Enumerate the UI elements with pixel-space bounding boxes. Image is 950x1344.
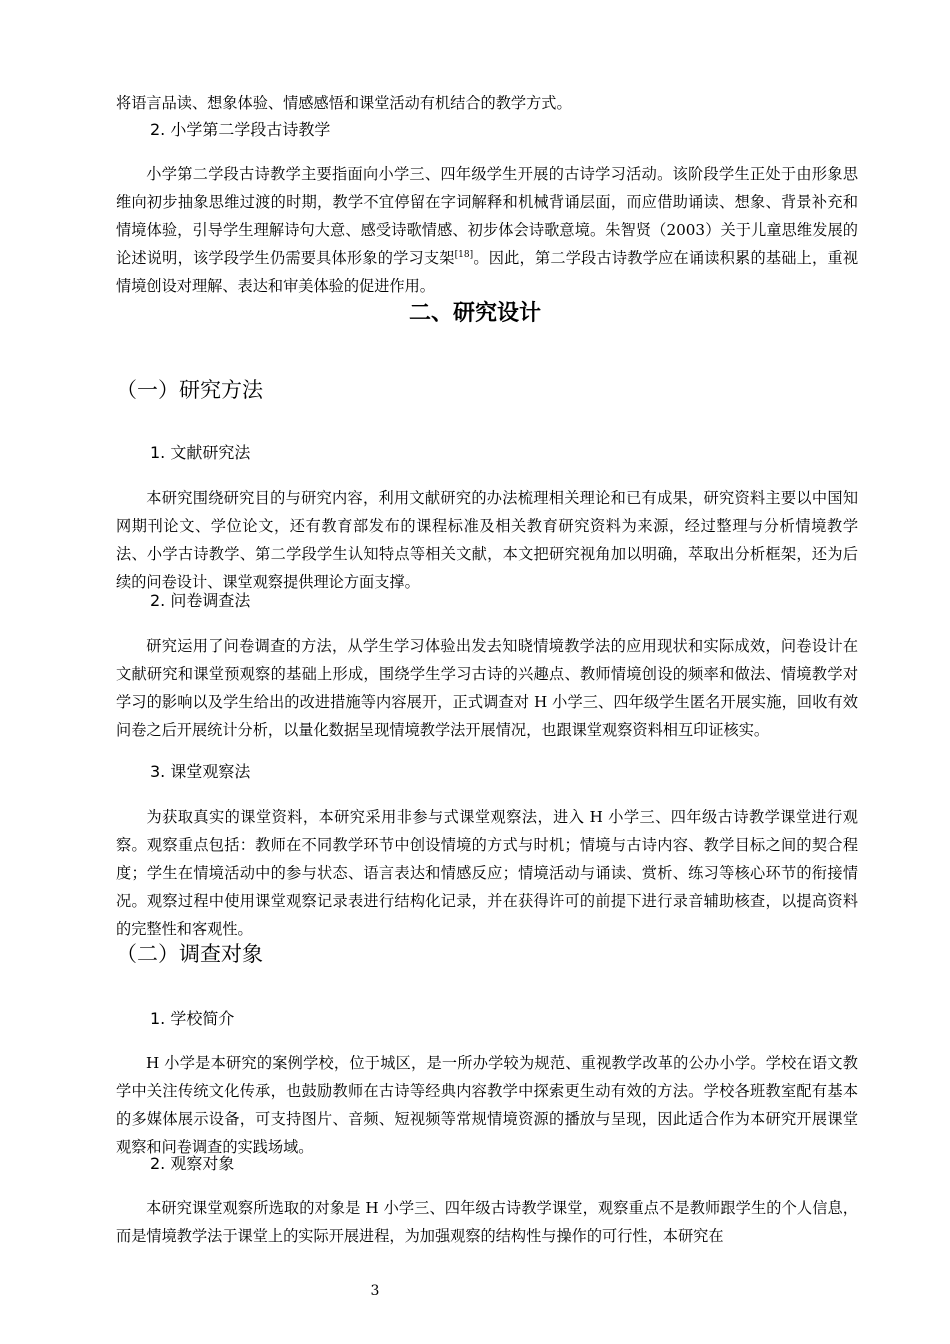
section-heading-research-design: 二、研究设计 — [408, 301, 541, 326]
subheading-observation-method: 3. 课堂观察法 — [150, 762, 251, 781]
paragraph-grade2-poetry — [116, 160, 858, 300]
paragraph-literature-text: 本研究围绕研究目的与研究内容，利用文献研究的办法梳理相关理论和已有成果，研究资料主要以中国知网期刊论文、学位论文，还有教育部发布的课程标准及相关教育研究资料为来源，经过整理与分析情境教学法、小学古诗教学、第二学段学生认知特点等相关文献，本文把研究视角加以明确，萃取出分析框架，还为后续的问卷设计、课堂观察提供理论方面支撑。 — [116, 489, 858, 591]
subheading-grade2-poetry: 2. 小学第二学段古诗教学 — [150, 120, 331, 139]
paragraph-survey-method — [116, 632, 858, 744]
paragraph-grade2-text-a: 小学第二学段古诗教学主要指面向小学三、四年级学生开展的古诗学习活动。该阶段学生正处于由形象思维向初步抽象思维过渡的时期，教学不宜停留在字词解释和机械背诵层面，而应借助诵读、想象、背景补充和情境体验，引导学生理解诗句大意、感受诗歌情感、初步体会诗歌意境。朱智贤（2003）关于儿童思维发展的论述说明，该学段学生仍需要具体形象的学习支架 — [116, 165, 858, 267]
subheading-literature-method: 1. 文献研究法 — [150, 443, 251, 462]
paragraph-grade2-text-b: 。因此，第二学段古诗教学应在诵读积累的基础上，重视情境创设对理解、表达和审美体验的促进作用。 — [116, 249, 859, 295]
paragraph-survey-text: 研究运用了问卷调查的方法，从学生学习体验出发去知晓情境教学法的应用现状和实际成效，问卷设计在文献研究和课堂预观察的基础上形成，围绕学生学习古诗的兴趣点、教师情境创设的频率和做法、情境教学对学习的影响以及学生给出的改进措施等内容展开，正式调查对 H 小学三、四年级学生匿名开展实施，回收有效问卷之后开展统计分析，以量化数据呈现情境教学法开展情况，也跟课堂观察资料相互印证核实。 — [116, 637, 858, 739]
heading-research-methods: （一）研究方法 — [116, 378, 263, 402]
paragraph-observation-text: 为获取真实的课堂资料，本研究采用非参与式课堂观察法，进入 H 小学三、四年级古诗教学课堂进行观察。观察重点包括：教师在不同教学环节中创设情境的方式与时机；情境与古诗内容、教学目标之间的契合程度；学生在情境活动中的参与状态、语言表达和情感反应；情境活动与诵读、赏析、练习等核心环节的衔接情况。观察过程中使用课堂观察记录表进行结构化记录，并在获得许可的前提下进行录音辅助核查，以提高资料的完整性和客观性。 — [116, 808, 858, 938]
page-number: 3 — [370, 1283, 380, 1299]
subheading-observation-target: 2. 观察对象 — [150, 1154, 235, 1173]
heading-survey-subjects: （二）调查对象 — [116, 942, 263, 966]
subheading-survey-method: 2. 问卷调查法 — [150, 591, 251, 610]
paragraph-literature-method — [116, 484, 858, 596]
paragraph-target-text: 本研究课堂观察所选取的对象是 H 小学三、四年级古诗教学课堂，观察重点不是教师跟学生的个人信息，而是情境教学法于课堂上的实际开展进程，为加强观察的结构性与操作的可行性，本研究在 — [116, 1199, 858, 1245]
citation-ref: [18] — [454, 249, 474, 260]
paragraph-school-intro — [116, 1049, 858, 1161]
paragraph-observation-method — [116, 803, 858, 943]
paragraph-observation-target — [116, 1194, 858, 1250]
paragraph-school-text: H 小学是本研究的案例学校，位于城区，是一所办学较为规范、重视教学改革的公办小学。学校在语文教学中关注传统文化传承，也鼓励教师在古诗等经典内容教学中探索更生动有效的方法。学校各班教室配有基本的多媒体展示设备，可支持图片、音频、短视频等常规情境资源的播放与呈现，因此适合作为本研究开展课堂观察和问卷调查的实践场域。 — [116, 1054, 858, 1156]
subheading-school-intro: 1. 学校简介 — [150, 1009, 235, 1028]
paragraph-intro-tail: 将语言品读、想象体验、情感感悟和课堂活动有机结合的教学方式。 — [116, 94, 572, 112]
